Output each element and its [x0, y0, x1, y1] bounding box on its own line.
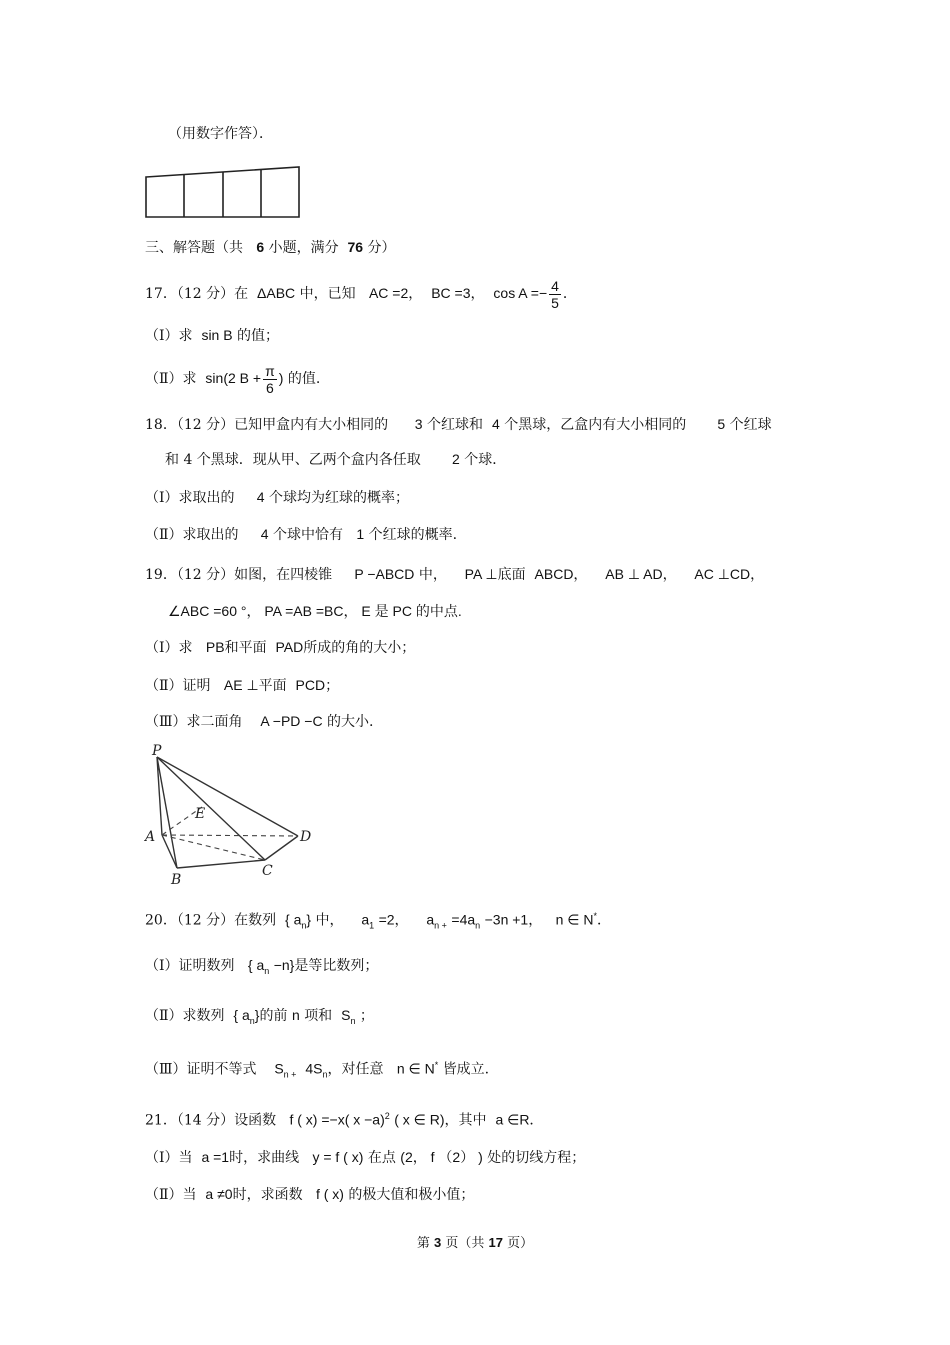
- question-17: 17．（12 分）在 ΔABC 中，已知 AC =2， BC =3， cos A =− $\frac{4}{5}$ ．: [145, 277, 577, 311]
- question-21: 21．（14 分）设函数 f ( x) =−x( x −a)$^2$ ( x ∈ R)，其中 a ∈R．: [145, 1111, 544, 1129]
- question-18-line-2: 和 4 个黑球．现从甲、乙两个盒内各任取 2 个球．: [165, 451, 507, 468]
- question-18: 18．（12 分）已知甲盒内有大小相同的 3 个红球和 4 个黑球，乙盒内有大小相同的 5 个红球: [145, 416, 772, 433]
- question-18-part-2: （Ⅱ）求取出的 4 个球中恰有 1 个红球的概率.: [145, 526, 458, 543]
- triangle-symbol: Δ: [257, 285, 267, 301]
- edge-AB: [162, 835, 177, 868]
- question-20-part-1: （Ⅰ）证明数列 { $a_n -n$}是等比数列；: [145, 957, 379, 976]
- question-19-line-2: ∠ABC =60 °， PA =AB =BC， E 是 PC 的中点.: [168, 603, 462, 619]
- question-19: 19．（12 分）如图，在四棱锥 P −ABCD 中， PA ⊥底面 ABCD， AB ⊥ AD， AC ⊥CD，: [145, 566, 765, 583]
- pyramid-figure: [140, 740, 330, 890]
- label-D: D: [300, 829, 312, 845]
- answer-grid: [140, 160, 310, 224]
- question-18-part-1: （Ⅰ）求取出的 4 个球均为红球的概率；: [145, 489, 410, 506]
- label-P: P: [152, 743, 162, 759]
- edge-AC: [162, 835, 265, 860]
- label-B: B: [171, 872, 182, 888]
- question-17-part-2: （Ⅱ）求 sin(2 B + $\frac{\pi}{6}$ ) 的值.: [145, 362, 321, 396]
- edge-BC: [177, 860, 265, 868]
- edge-AD: [162, 835, 298, 836]
- question-21-part-2: （Ⅱ）当 a ≠0时，求函数 f ( x) 的极大值和极小值；: [145, 1186, 475, 1203]
- question-19-part-1: （Ⅰ）求 PB和平面 PAD所成的角的大小；: [145, 639, 416, 656]
- question-19-part-3: （Ⅲ）求二面角 A −PD −C 的大小.: [145, 713, 374, 730]
- question-19-part-2: （Ⅱ）证明 AE ⊥平面 PCD；: [145, 677, 340, 694]
- question-17-part-1: （Ⅰ）求 sin B 的值；: [145, 327, 280, 344]
- edge-CD: [265, 836, 298, 860]
- label-A: A: [145, 829, 156, 845]
- label-E: E: [195, 806, 206, 822]
- question-21-part-1: （Ⅰ）当 a =1时，求曲线 y = f ( x) 在点 (2， f （2） ) 处的切线方程；: [145, 1149, 586, 1166]
- question-20-part-2: （Ⅱ）求数列 { $a_n$}的前 n 项和 $S_n$ ；: [145, 1007, 374, 1026]
- label-C: C: [262, 863, 273, 879]
- page-footer: 第 3 页（共 17 页）: [416, 1235, 534, 1251]
- question-20-part-3: （Ⅲ）证明不等式 $S_{n +}$ $4S_n$，对任意 n ∈ N* 皆成立.: [145, 1060, 490, 1080]
- question-20: 20．（12 分）在数列 { $a_n$} 中， $a_1 =2$， $a_{n +} =4a_n -3n +1$， n ∈ N*．: [145, 911, 611, 931]
- section-heading: 三、解答题（共 6 小题，满分 76 分）: [145, 239, 396, 256]
- answer-note: （用数字作答）．: [168, 126, 273, 142]
